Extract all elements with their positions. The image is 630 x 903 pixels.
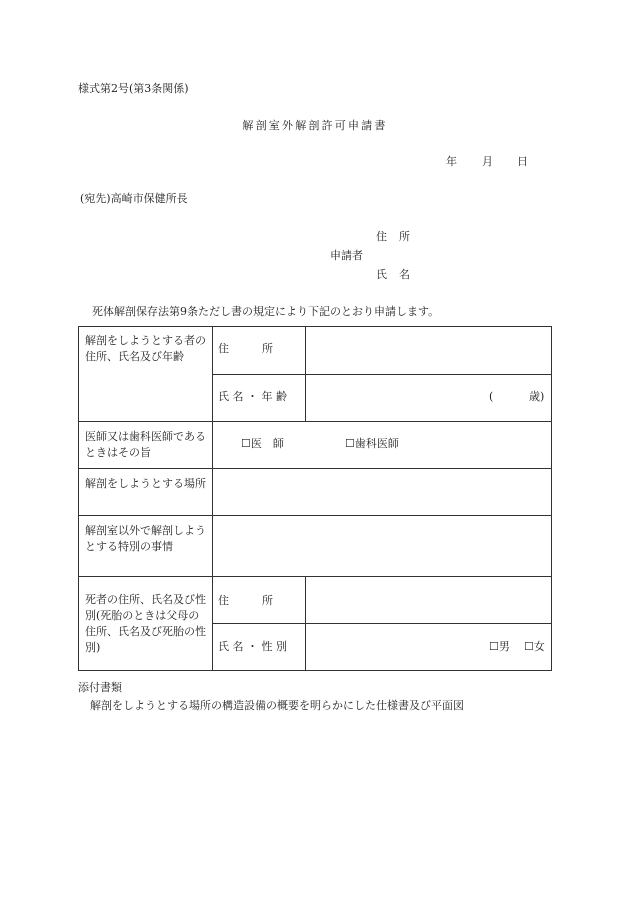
applicant-address-label: 住所 — [376, 230, 422, 243]
date-month-label: 月 — [482, 155, 493, 168]
addressee: (宛先)高崎市保健所長 — [80, 192, 188, 205]
section1-address-label: 住 所 — [218, 342, 273, 355]
applicant-label: 申請者 — [330, 249, 363, 262]
section5-address-label: 住 所 — [218, 594, 273, 607]
age-open-paren: ( — [489, 390, 494, 403]
section1-label: 解剖をしようとする者の住所、氏名及び年齢 — [85, 334, 206, 363]
age-close-label: 歳) — [529, 390, 545, 403]
date-year-label: 年 — [446, 155, 457, 168]
section5-label: 死者の住所、氏名及び性別(死胎のときは父母の住所、氏名及び死胎の性別) — [85, 593, 206, 654]
section4-label: 解剖室以外で解剖しようとする特別の事情 — [85, 524, 206, 553]
document-title: 解剖室外解剖許可申請書 — [242, 119, 388, 132]
checkbox-male[interactable]: ☐男 — [489, 640, 510, 653]
attachments-heading: 添付書類 — [78, 681, 122, 694]
checkbox-female[interactable]: ☐女 — [524, 640, 545, 653]
date-day-label: 日 — [517, 155, 528, 168]
section2-label: 医師又は歯科医師であるときはその旨 — [85, 430, 206, 459]
form-number: 様式第2号(第3条関係) — [78, 82, 189, 95]
application-table — [78, 326, 552, 671]
section5-name-sex-label: 氏 名 ・ 性 別 — [218, 640, 287, 653]
checkbox-dentist[interactable]: ☐歯科医師 — [345, 437, 399, 450]
section1-name-age-label: 氏 名 ・ 年 齢 — [218, 390, 287, 403]
attachments-item: 解剖をしようとする場所の構造設備の概要を明らかにした仕様書及び平面図 — [90, 699, 464, 712]
intro-text: 死体解剖保存法第9条ただし書の規定により下記のとおり申請します。 — [92, 305, 440, 318]
section3-label: 解剖をしようとする場所 — [85, 477, 206, 490]
checkbox-doctor[interactable]: ☐医 師 — [241, 437, 284, 450]
applicant-name-label: 氏名 — [376, 268, 422, 281]
